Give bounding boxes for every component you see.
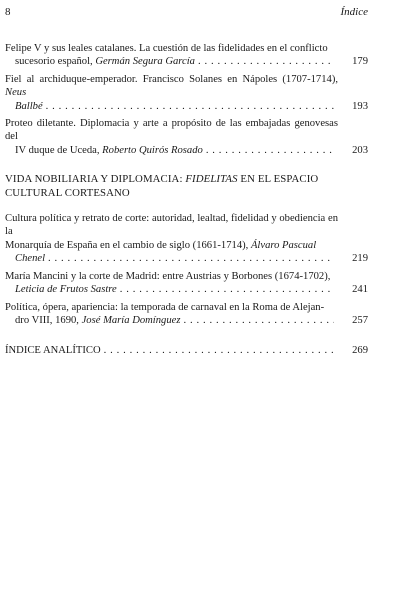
entry-page-number: 179	[352, 56, 368, 68]
page-number: 8	[5, 6, 11, 18]
entry-title-line: María Mancini y la corte de Madrid: entre Austrias y Borbones (1674-1702),	[5, 270, 331, 282]
entry-author-line	[15, 252, 338, 265]
toc-entry[interactable]	[5, 270, 368, 297]
toc-entry[interactable]	[5, 301, 368, 328]
entry-author: Leticia de Frutos Sastre	[15, 284, 117, 296]
toc-entry[interactable]	[5, 212, 368, 266]
dot-leader	[183, 314, 334, 327]
toc-entry-index[interactable]	[5, 345, 368, 356]
entry-author: Roberto Quirós Rosado	[102, 144, 203, 156]
section-heading: VIDA NOBILIARIA Y DIPLOMACIA: FIDELITAS EN EL ESPACIO CULTURAL CORTESANO	[5, 173, 319, 199]
entry-author-line	[15, 283, 338, 296]
entry-title-line: Proteo diletante. Diplomacia y arte a propósito de las embajadas genovesas del	[5, 118, 338, 143]
entry-title-end: IV duque de Uceda,	[15, 144, 103, 156]
entry-author: Germán Segura García	[95, 56, 195, 68]
entry-author: Chenel	[15, 253, 46, 265]
entry-author-line	[15, 144, 338, 157]
entry-author: Neus	[5, 87, 27, 99]
toc-entry[interactable]	[5, 117, 368, 157]
toc-group-2	[5, 212, 368, 327]
entry-page-number: 193	[352, 100, 368, 112]
entry-title-end: sucesorio español,	[15, 56, 96, 68]
running-head	[5, 6, 368, 20]
dot-leader	[104, 345, 334, 356]
index-page-number: 269	[352, 345, 368, 357]
entry-page-number: 203	[352, 144, 368, 156]
section-heading-italic: FIDELITAS	[185, 173, 238, 186]
entry-title-line: Política, ópera, apariencia: la temporada de carnaval en la Roma de Alejan-	[5, 301, 325, 313]
entry-title-line: Monarquía de España en el cambio de siglo (1661-1714), Álvaro Pascual	[5, 239, 317, 251]
entry-title-end: dro VIII, 1690,	[15, 314, 82, 326]
dot-leader	[48, 252, 334, 265]
entry-page-number: 241	[352, 284, 368, 296]
entry-title-line: Fiel al archiduque-emperador. Francisco Solanes en Nápoles (1707-1714), Neus	[5, 73, 338, 99]
entry-author: Ballbé	[15, 100, 43, 112]
index-label: ÍNDICE ANALÍTICO	[5, 345, 101, 357]
entry-author: Álvaro Pascual	[250, 239, 317, 251]
entry-author-line	[15, 100, 338, 113]
running-head-title: Índice	[340, 6, 368, 18]
toc-entry[interactable]	[5, 73, 368, 113]
toc-group-1	[5, 42, 368, 157]
dot-leader	[120, 283, 334, 296]
book-page	[0, 6, 400, 606]
entry-page-number: 257	[352, 314, 368, 326]
toc-entry[interactable]	[5, 42, 368, 69]
entry-author-line	[15, 314, 338, 327]
entry-title-line: Felipe V y sus leales catalanes. La cuestión de las fidelidades en el conflicto	[5, 43, 328, 54]
entry-page-number: 219	[352, 253, 368, 265]
dot-leader	[206, 144, 334, 157]
dot-leader	[46, 100, 334, 113]
dot-leader	[198, 55, 334, 68]
entry-author: José María Domínguez	[81, 314, 181, 326]
entry-author-line	[15, 55, 338, 68]
entry-title-line: Cultura política y retrato de corte: autoridad, lealtad, fidelidad y obediencia en la	[5, 213, 338, 238]
